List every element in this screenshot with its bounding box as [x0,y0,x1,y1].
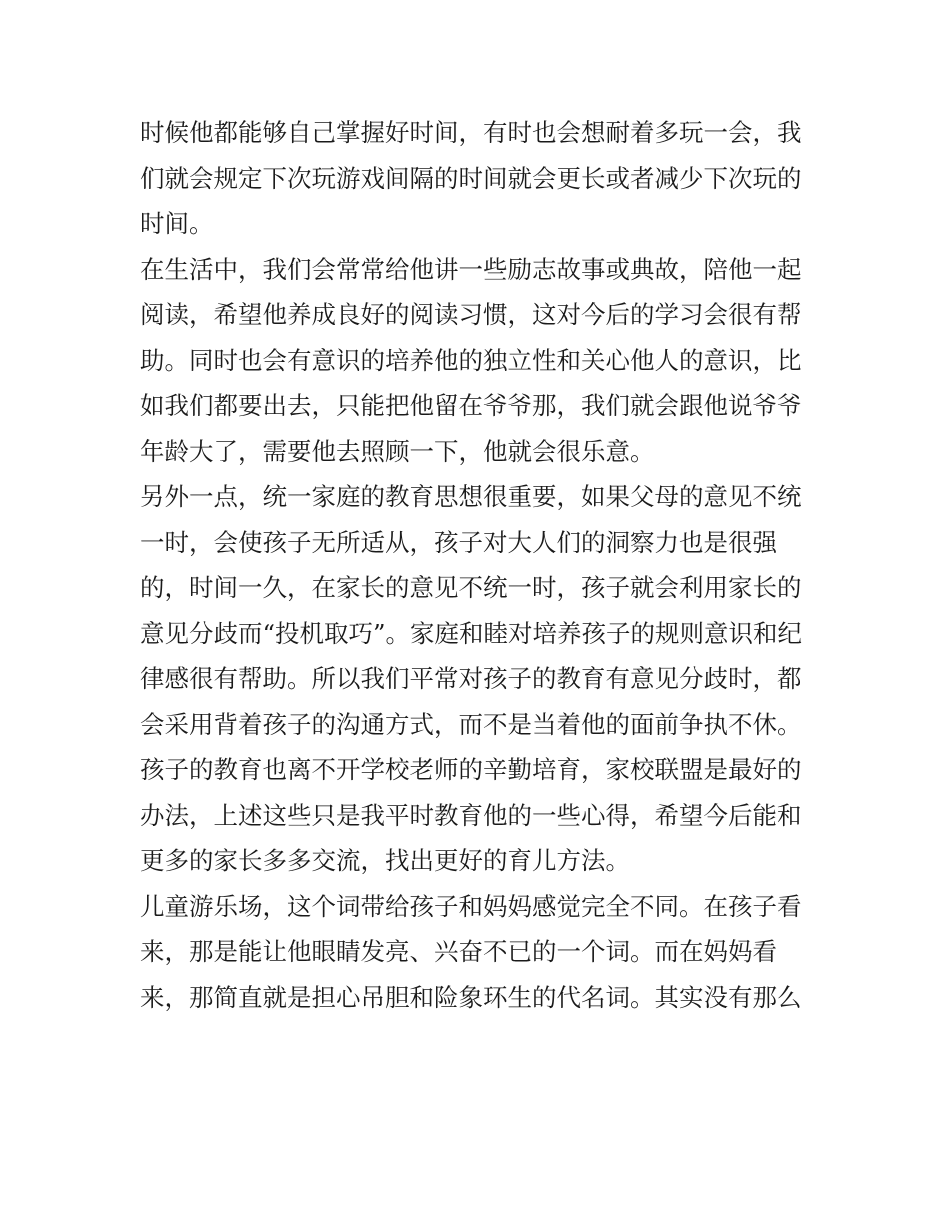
text-line: 助。同时也会有意识的培养他的独立性和关心他人的意识，比 [140,345,802,375]
text-line: 时候他都能够自己掌握好时间，有时也会想耐着多玩一会，我 [140,118,802,147]
text-line: 们就会规定下次玩游戏间隔的时间就会更长或者减少下次玩的 [140,163,802,193]
text-line: 另外一点，统一家庭的教育思想很重要，如果父母的意见不统 [140,482,802,511]
text-line: 律感很有帮助。所以我们平常对孩子的教育有意见分歧时，都 [140,664,802,693]
text-line: 的，时间一久，在家长的意见不统一时，孩子就会利用家长的 [140,573,802,602]
text-line: 一时，会使孩子无所适从，孩子对大人们的洞察力也是很强 [140,527,777,557]
text-line: 更多的家长多多交流，找出更好的育儿方法。 [140,846,630,875]
text-line: 在生活中，我们会常常给他讲一些励志故事或典故，陪他一起 [140,254,802,284]
document-body [140,110,815,1020]
text-line: 时间。 [140,209,214,238]
text-line: 如我们都要出去，只能把他留在爷爷那，我们就会跟他说爷爷 [140,391,802,420]
text-line: 孩子的教育也离不开学校老师的辛勤培育，家校联盟是最好的 [140,755,802,784]
text-line: 阅读，希望他养成良好的阅读习惯，这对今后的学习会很有帮 [140,300,802,329]
text-line: 来，那简直就是担心吊胆和险象环生的代名词。其实没有那么 [140,982,802,1012]
text-line: 年龄大了，需要他去照顾一下，他就会很乐意。 [140,436,655,466]
text-line: 儿童游乐场，这个词带给孩子和妈妈感觉完全不同。在孩子看 [140,891,802,921]
text-line: 意见分歧而“投机取巧”。家庭和睦对培养孩子的规则意识和纪 [140,618,803,648]
text-line: 会采用背着孩子的沟通方式，而不是当着他的面前争执不休。 [140,709,802,739]
text-line: 办法，上述这些只是我平时教育他的一些心得，希望今后能和 [140,800,802,830]
text-line: 来，那是能让他眼睛发亮、兴奋不已的一个词。而在妈妈看 [140,937,777,966]
